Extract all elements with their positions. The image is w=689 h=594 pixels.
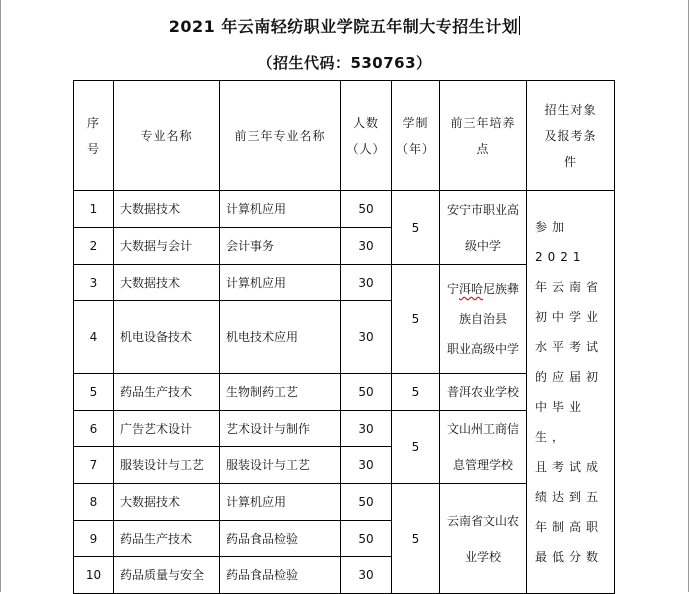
- row-count: 30: [341, 447, 392, 484]
- row-major: 服装设计与工艺: [114, 447, 220, 484]
- row-major: 机电设备技术: [114, 301, 220, 374]
- row-no: 6: [74, 411, 114, 447]
- enrollment-plan-table: [73, 80, 615, 594]
- group-school: 普洱农业学校: [440, 374, 527, 411]
- group-years: 5: [392, 411, 440, 484]
- row-count: 30: [341, 557, 392, 594]
- spellcheck-underline: 洱哈: [458, 282, 483, 296]
- admission-condition: 参加 2021 年云南省 初中学业 水平考试 的应届初 中毕业生， 且考试成 绩达到五 年制高职 最低分数: [527, 191, 615, 594]
- row-first3-major: 药品食品检验: [220, 521, 341, 557]
- row-count: 50: [341, 374, 392, 411]
- row-count: 50: [341, 521, 392, 557]
- header-first3-school: 前三年培养 点: [440, 81, 527, 191]
- row-major: 大数据技术: [114, 191, 220, 228]
- row-count: 50: [341, 484, 392, 521]
- header-first3-major: 前三年专业名称: [220, 81, 341, 191]
- document-title-text: 2021 年云南轻纺职业学院五年制大专招生计划: [168, 17, 519, 36]
- row-first3-major: 计算机应用: [220, 484, 341, 521]
- header-target: 招生对象 及报考条 件: [527, 81, 615, 191]
- document-subtitle: （招生代码：530763）: [257, 54, 432, 72]
- group-years: 5: [392, 191, 440, 265]
- header-count: 人数 （人）: [341, 81, 392, 191]
- group-years: 5: [392, 265, 440, 374]
- text-cursor: [519, 16, 520, 35]
- header-years: 学制 （年）: [392, 81, 440, 191]
- row-count: 30: [341, 301, 392, 374]
- row-first3-major: 服装设计与工艺: [220, 447, 341, 484]
- row-no: 1: [74, 191, 114, 228]
- row-no: 4: [74, 301, 114, 374]
- row-first3-major: 会计事务: [220, 228, 341, 265]
- row-first3-major: 艺术设计与制作: [220, 411, 341, 447]
- document-title[interactable]: [0, 14, 689, 37]
- row-major: 药品生产技术: [114, 521, 220, 557]
- row-no: 10: [74, 557, 114, 594]
- group-school: 宁洱哈尼族彝 族自治县 职业高级中学: [440, 265, 527, 374]
- row-count: 30: [341, 411, 392, 447]
- group-school: 文山州工商信 息管理学校: [440, 411, 527, 484]
- row-major: 大数据与会计: [114, 228, 220, 265]
- row-no: 8: [74, 484, 114, 521]
- table-row: [74, 191, 615, 228]
- group-years: 5: [392, 374, 440, 411]
- row-first3-major: 生物制药工艺: [220, 374, 341, 411]
- row-no: 5: [74, 374, 114, 411]
- row-major: 大数据技术: [114, 484, 220, 521]
- row-first3-major: 计算机应用: [220, 265, 341, 301]
- row-major: 药品生产技术: [114, 374, 220, 411]
- row-no: 3: [74, 265, 114, 301]
- header-major: 专业名称: [114, 81, 220, 191]
- row-no: 9: [74, 521, 114, 557]
- row-first3-major: 药品食品检验: [220, 557, 341, 594]
- group-school: 安宁市职业高 级中学: [440, 191, 527, 265]
- row-major: 广告艺术设计: [114, 411, 220, 447]
- header-seq: 序 号: [74, 81, 114, 191]
- group-years: 5: [392, 484, 440, 594]
- row-count: 30: [341, 265, 392, 301]
- row-first3-major: 计算机应用: [220, 191, 341, 228]
- table-header-row: [74, 81, 615, 191]
- row-count: 50: [341, 191, 392, 228]
- row-major: 大数据技术: [114, 265, 220, 301]
- group-school: 云南省文山农 业学校: [440, 484, 527, 594]
- row-first3-major: 机电技术应用: [220, 301, 341, 374]
- row-no: 2: [74, 228, 114, 265]
- row-no: 7: [74, 447, 114, 484]
- row-count: 30: [341, 228, 392, 265]
- page-left-border: [0, 0, 1, 592]
- row-major: 药品质量与安全: [114, 557, 220, 594]
